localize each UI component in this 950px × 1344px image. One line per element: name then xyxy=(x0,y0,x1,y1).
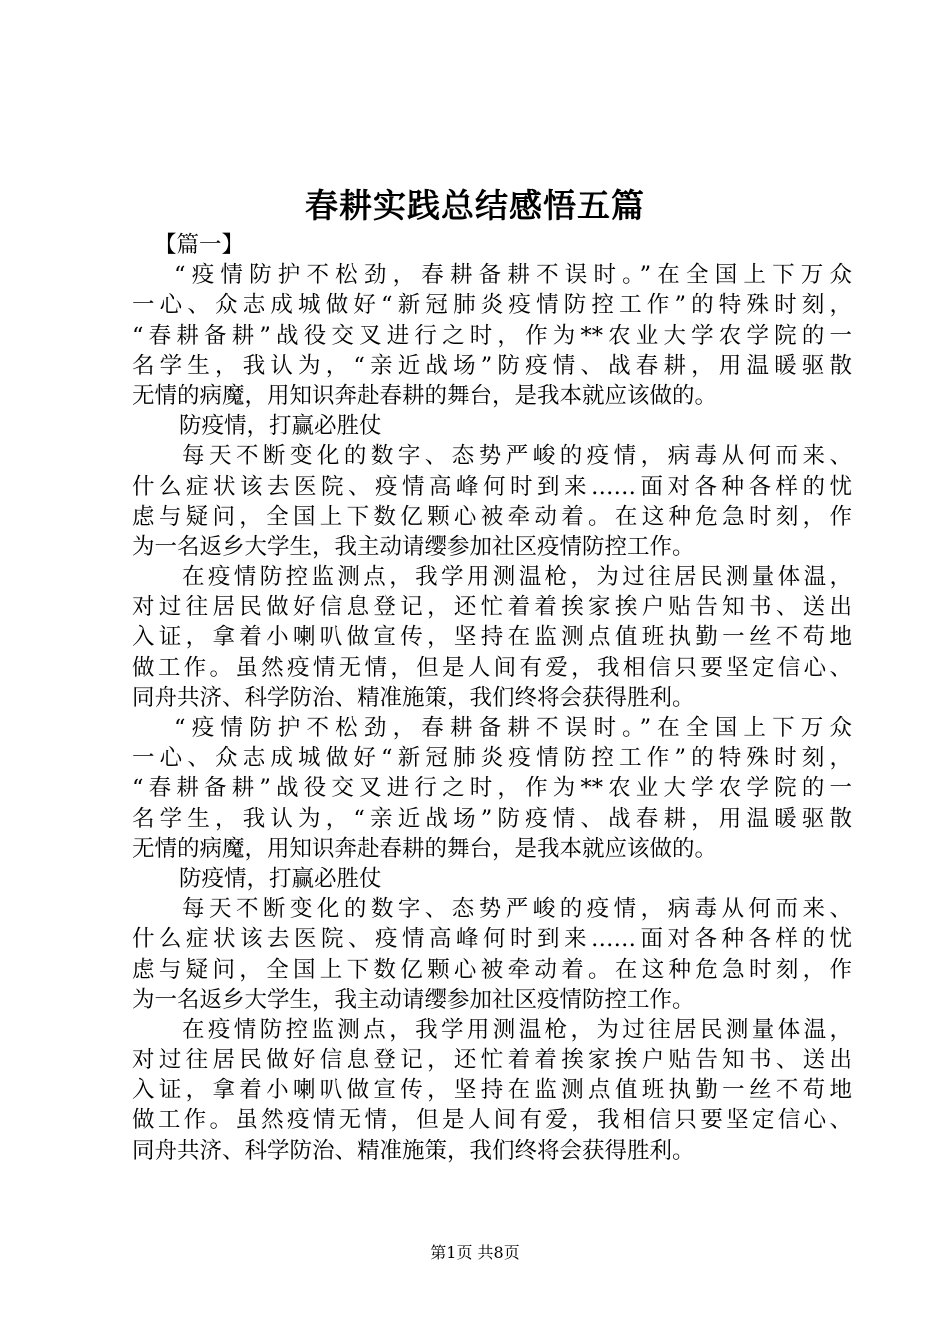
paragraph-line: 为一名返乡大学生，我主动请缨参加社区疫情防控工作。 xyxy=(132,533,695,560)
paragraph-line: 什么症状该去医院、疫情高峰何时到来……面对各种各样的忧 xyxy=(132,473,852,500)
page-indicator: 第1页 共8页 xyxy=(430,1243,520,1262)
paragraph-line: “春耕备耕”战役交叉进行之时，作为**农业大学农学院的一 xyxy=(132,775,852,802)
paragraph-line: “疫情防护不松劲，春耕备耕不误时。”在全国上下万众 xyxy=(174,715,852,741)
paragraph-line: 入证，拿着小喇叭做宣传，坚持在监测点值班执勤一丝不苟地 xyxy=(132,624,852,651)
section-label: 【篇一】 xyxy=(154,232,245,258)
paragraph-line: 做工作。虽然疫情无情，但是人间有爱，我相信只要坚定信心、 xyxy=(132,654,852,681)
paragraph-line: “春耕备耕”战役交叉进行之时，作为**农业大学农学院的一 xyxy=(132,322,852,349)
paragraph-line: 在疫情防控监测点，我学用测温枪，为过往居民测量体温， xyxy=(182,564,852,591)
paragraph-line: 每天不断变化的数字、态势严峻的疫情，病毒从何而来、 xyxy=(182,896,852,923)
paragraph-line: 虑与疑问，全国上下数亿颗心被牵动着。在这种危急时刻，作 xyxy=(132,503,852,530)
paragraph-line: 一心、众志成城做好“新冠肺炎疫情防控工作”的特殊时刻， xyxy=(132,292,852,319)
paragraph-line: 同舟共济、科学防治、精准施策，我们终将会获得胜利。 xyxy=(132,684,695,711)
paragraph-line: 名学生，我认为，“亲近战场”防疫情、战春耕，用温暖驱散 xyxy=(132,805,852,832)
paragraph-line: 在疫情防控监测点，我学用测温枪，为过往居民测量体温， xyxy=(182,1016,852,1043)
document-body xyxy=(132,230,852,1166)
paragraph-line: 虑与疑问，全国上下数亿颗心被牵动着。在这种危急时刻，作 xyxy=(132,956,852,983)
paragraph-line: 名学生，我认为，“亲近战场”防疫情、战春耕，用温暖驱散 xyxy=(132,352,852,379)
paragraph-line: 无情的病魔，用知识奔赴春耕的舞台，是我本就应该做的。 xyxy=(132,382,718,409)
paragraph-line: 对过往居民做好信息登记，还忙着着挨家挨户贴告知书、送出 xyxy=(132,1047,852,1074)
document-title: 春耕实践总结感悟五篇 xyxy=(305,186,645,225)
paragraph-line: 一心、众志成城做好“新冠肺炎疫情防控工作”的特殊时刻， xyxy=(132,745,852,772)
paragraph-line: 为一名返乡大学生，我主动请缨参加社区疫情防控工作。 xyxy=(132,986,695,1013)
paragraph-line: 入证，拿着小喇叭做宣传，坚持在监测点值班执勤一丝不苟地 xyxy=(132,1077,852,1104)
paragraph-line: 什么症状该去医院、疫情高峰何时到来……面对各种各样的忧 xyxy=(132,926,852,953)
subheading: 防疫情，打赢必胜仗 xyxy=(179,865,382,892)
paragraph-line: 每天不断变化的数字、态势严峻的疫情，病毒从何而来、 xyxy=(182,443,852,470)
paragraph-line: 无情的病魔，用知识奔赴春耕的舞台，是我本就应该做的。 xyxy=(132,835,718,862)
subheading: 防疫情，打赢必胜仗 xyxy=(179,413,382,440)
paragraph-line: 同舟共济、科学防治、精准施策，我们终将会获得胜利。 xyxy=(132,1137,695,1164)
paragraph-line: 对过往居民做好信息登记，还忙着着挨家挨户贴告知书、送出 xyxy=(132,594,852,621)
paragraph-line: “疫情防护不松劲，春耕备耕不误时。”在全国上下万众 xyxy=(174,262,852,289)
paragraph-line: 做工作。虽然疫情无情，但是人间有爱，我相信只要坚定信心、 xyxy=(132,1107,852,1134)
